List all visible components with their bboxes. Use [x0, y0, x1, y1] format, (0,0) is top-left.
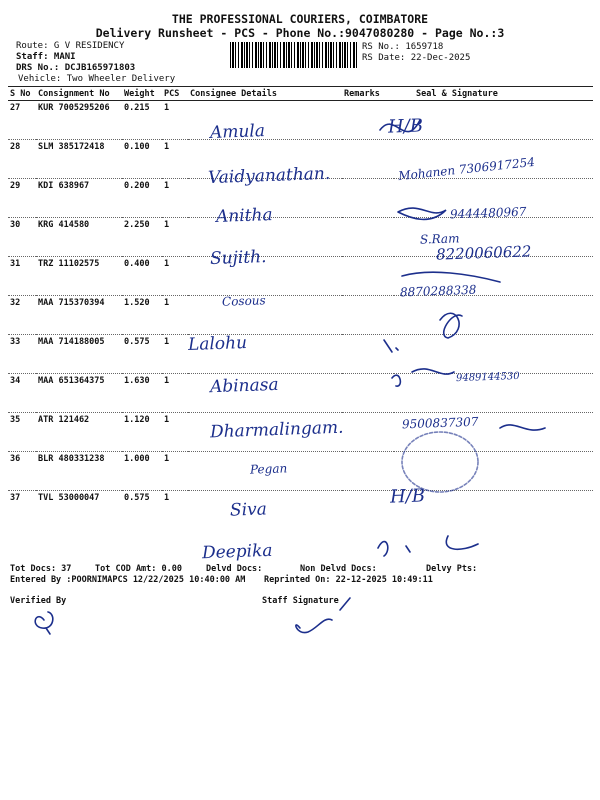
seal-note: H/B [387, 115, 424, 138]
weight: 0.215 [124, 103, 150, 113]
weight: 0.100 [124, 142, 150, 152]
verified-by-label: Verified By [10, 596, 67, 606]
rs-number: RS No.: 1659718 [362, 42, 444, 52]
col-weight: Weight [122, 87, 162, 101]
seal-note: 9444480967 [449, 204, 527, 222]
sno: 33 [10, 337, 21, 347]
sno: 32 [10, 298, 21, 308]
delvy-pts: Delvy Pts: [426, 564, 478, 574]
consignment-no: ATR 121462 [38, 415, 90, 425]
seal-note: 9489144530 [455, 370, 520, 385]
pcs: 1 [164, 454, 170, 464]
staff-signature-label: Staff Signature [262, 596, 339, 606]
seal-note: Mohanen 7306917254 [397, 154, 536, 184]
pcs: 1 [164, 298, 170, 308]
consignment-no: KUR 7005295206 [38, 103, 110, 113]
consignee-handwriting: Lalohu [187, 332, 248, 356]
vehicle: Vehicle: Two Wheeler Delivery [18, 74, 176, 84]
staff: Staff: MANI [16, 52, 76, 62]
sno: 35 [10, 415, 21, 425]
consignee-handwriting: Siva [229, 499, 268, 521]
pcs: 1 [164, 220, 170, 230]
sno: 31 [10, 259, 21, 269]
tot-cod: Tot COD Amt: 0.00 [95, 564, 182, 574]
consignee-handwriting: Deepika [201, 540, 273, 564]
weight: 0.200 [124, 181, 150, 191]
consignee-handwriting: Amula [209, 121, 266, 143]
sno: 36 [10, 454, 21, 464]
consignee-handwriting: Pegan [249, 461, 288, 477]
delvd-docs: Delvd Docs: [206, 564, 263, 574]
seal-note: 8870288338 [399, 282, 477, 300]
consignment-no: KDI 638967 [38, 181, 90, 191]
tot-docs: Tot Docs: 37 [10, 564, 72, 574]
consignee-handwriting: Abinasa [209, 374, 279, 398]
consignee-handwriting: Vaidyanathan. [207, 163, 331, 189]
pcs: 1 [164, 493, 170, 503]
weight: 1.120 [124, 415, 150, 425]
consignment-no: MAA 651364375 [38, 376, 105, 386]
sno: 30 [10, 220, 21, 230]
sno: 27 [10, 103, 21, 113]
rs-date: RS Date: 22-Dec-2025 [362, 53, 471, 63]
sno: 29 [10, 181, 21, 191]
col-pcs: PCS [162, 87, 188, 101]
consignee-handwriting: Sujith. [209, 247, 267, 269]
seal-note: H/B [389, 485, 426, 508]
consignment-no: TVL 53000047 [38, 493, 100, 503]
weight: 1.000 [124, 454, 150, 464]
weight: 2.250 [124, 220, 150, 230]
pcs: 1 [164, 415, 170, 425]
seal-note: S.Ram [419, 231, 460, 247]
col-consignment: Consignment No [36, 87, 122, 101]
entered-by: Entered By :POORNIMAPCS 12/22/2025 10:40:00 AM [10, 575, 246, 585]
consignment-no: SLM 385172418 [38, 142, 105, 152]
consignment-no: MAA 714188005 [38, 337, 105, 347]
weight: 0.400 [124, 259, 150, 269]
col-consignee: Consignee Details [188, 87, 342, 101]
seal-note: 9500837307 [401, 414, 479, 432]
weight: 0.575 [124, 493, 150, 503]
runsheet-subtitle: Delivery Runsheet - PCS - Phone No.:9047080280 - Page No.:3 [95, 26, 505, 40]
consignee-handwriting: Anitha [215, 205, 273, 227]
pcs: 1 [164, 376, 170, 386]
non-delvd-docs: Non Delvd Docs: [300, 564, 377, 574]
pcs: 1 [164, 103, 170, 113]
seal-note: 8220060622 [435, 242, 532, 264]
weight: 0.575 [124, 337, 150, 347]
col-seal: Seal & Signature [394, 87, 593, 101]
reprinted-on: Reprinted On: 22-12-2025 10:49:11 [264, 575, 433, 585]
sno: 28 [10, 142, 21, 152]
route: Route: G V RESIDENCY [16, 41, 125, 51]
pcs: 1 [164, 337, 170, 347]
sno: 37 [10, 493, 21, 503]
pcs: 1 [164, 181, 170, 191]
col-remarks: Remarks [342, 87, 394, 101]
consignee-handwriting: Cosous [221, 293, 266, 309]
col-sno: S No [8, 87, 36, 101]
weight: 1.630 [124, 376, 150, 386]
company-title: THE PROFESSIONAL COURIERS, COIMBATORE [171, 12, 429, 26]
pcs: 1 [164, 142, 170, 152]
sno: 34 [10, 376, 21, 386]
consignment-no: KRG 414580 [38, 220, 90, 230]
drs-number: DRS No.: DCJB165971803 [16, 63, 136, 73]
consignment-no: MAA 715370394 [38, 298, 105, 308]
pcs: 1 [164, 259, 170, 269]
weight: 1.520 [124, 298, 150, 308]
consignee-handwriting: Dharmalingam. [209, 417, 344, 443]
consignment-no: BLR 480331238 [38, 454, 105, 464]
consignment-no: TRZ 11102575 [38, 259, 100, 269]
